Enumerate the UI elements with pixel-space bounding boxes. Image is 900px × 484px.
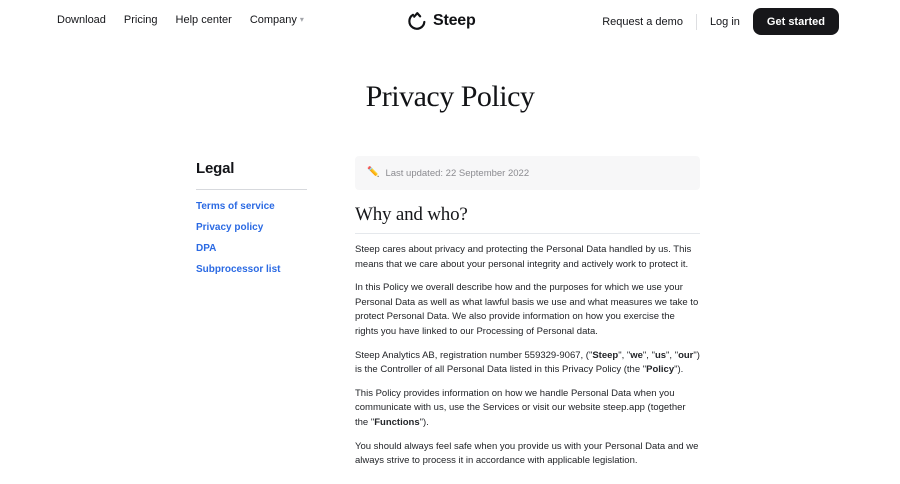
nav-item-company-label: Company bbox=[249, 14, 297, 26]
chevron-down-icon: ▾ bbox=[299, 15, 304, 24]
text-run: Steep Analytics AB, registration number 559329-9067, (" bbox=[355, 349, 593, 361]
bold-term: Functions bbox=[374, 416, 420, 428]
log-in-link[interactable]: Log in bbox=[709, 15, 740, 28]
policy-paragraph bbox=[355, 243, 700, 272]
text-run: This Policy provides information on how we handle Personal Data when you communicate with us, use the Services or visit our website steep.app (together the " bbox=[355, 387, 686, 428]
sidebar-title: Legal bbox=[196, 160, 235, 177]
text-run: "). bbox=[674, 364, 684, 376]
policy-paragraph bbox=[355, 387, 700, 431]
policy-paragraph bbox=[355, 440, 700, 469]
text-run: ", " bbox=[666, 349, 679, 361]
nav-left bbox=[57, 14, 304, 26]
policy-paragraph bbox=[355, 281, 700, 339]
nav-item-pricing[interactable]: Pricing bbox=[123, 14, 158, 26]
nav-divider bbox=[696, 14, 697, 30]
bold-term: we bbox=[630, 349, 643, 361]
text-run: ", " bbox=[618, 349, 631, 361]
bold-term: Steep bbox=[592, 349, 619, 361]
request-demo-link[interactable]: Request a demo bbox=[602, 15, 683, 28]
sidebar-item-terms-of-service[interactable]: Terms of service bbox=[196, 201, 275, 212]
text-run: You should always feel safe when you provide us with your Personal Data and we always strive to process it in accordance with applicable legislation. bbox=[355, 440, 699, 467]
steep-logo-icon bbox=[407, 11, 427, 31]
policy-content bbox=[355, 156, 700, 469]
sidebar-links bbox=[196, 201, 307, 276]
sidebar-item-dpa[interactable]: DPA bbox=[196, 243, 217, 254]
legal-sidebar bbox=[196, 160, 307, 276]
sidebar-item-privacy-policy[interactable]: Privacy policy bbox=[196, 222, 264, 233]
bold-term: our bbox=[678, 349, 694, 361]
sidebar-divider bbox=[196, 189, 307, 190]
steep-logo[interactable] bbox=[407, 11, 476, 31]
nav-right bbox=[602, 8, 839, 35]
steep-logo-text: Steep bbox=[433, 12, 476, 29]
text-run: ") is the Controller of all Personal Data listed in this Privacy Policy (the " bbox=[355, 349, 700, 376]
nav-item-download[interactable]: Download bbox=[57, 14, 106, 26]
text-run: "). bbox=[419, 416, 429, 428]
last-updated-banner bbox=[355, 156, 700, 190]
text-run: ", " bbox=[642, 349, 655, 361]
policy-paragraphs bbox=[355, 243, 700, 469]
page-title: Privacy Policy bbox=[365, 80, 535, 113]
pencil-icon: ✏️ bbox=[367, 167, 380, 178]
nav-item-help-center[interactable]: Help center bbox=[175, 14, 232, 26]
top-navbar bbox=[0, 0, 900, 48]
sidebar-item-subprocessor-list[interactable]: Subprocessor list bbox=[196, 264, 281, 275]
bold-term: Policy bbox=[646, 364, 675, 376]
text-run: Steep cares about privacy and protecting the Personal Data handled by us. This means that we care about your personal integrity and actively work to protect it. bbox=[355, 244, 692, 270]
section-title: Why and who? bbox=[355, 204, 700, 234]
nav-item-company[interactable] bbox=[250, 14, 304, 26]
get-started-button[interactable]: Get started bbox=[753, 8, 839, 35]
bold-term: us bbox=[654, 349, 667, 361]
text-run: In this Policy we overall describe how and the purposes for which we use your Personal Data as well as what lawful basis we use and what measures we take to protect Personal Data. We also provide information on how you exercise the rights you have linked to our Processing of Personal data. bbox=[355, 282, 699, 337]
policy-paragraph bbox=[355, 349, 700, 378]
last-updated-text: Last updated: 22 September 2022 bbox=[385, 167, 530, 179]
